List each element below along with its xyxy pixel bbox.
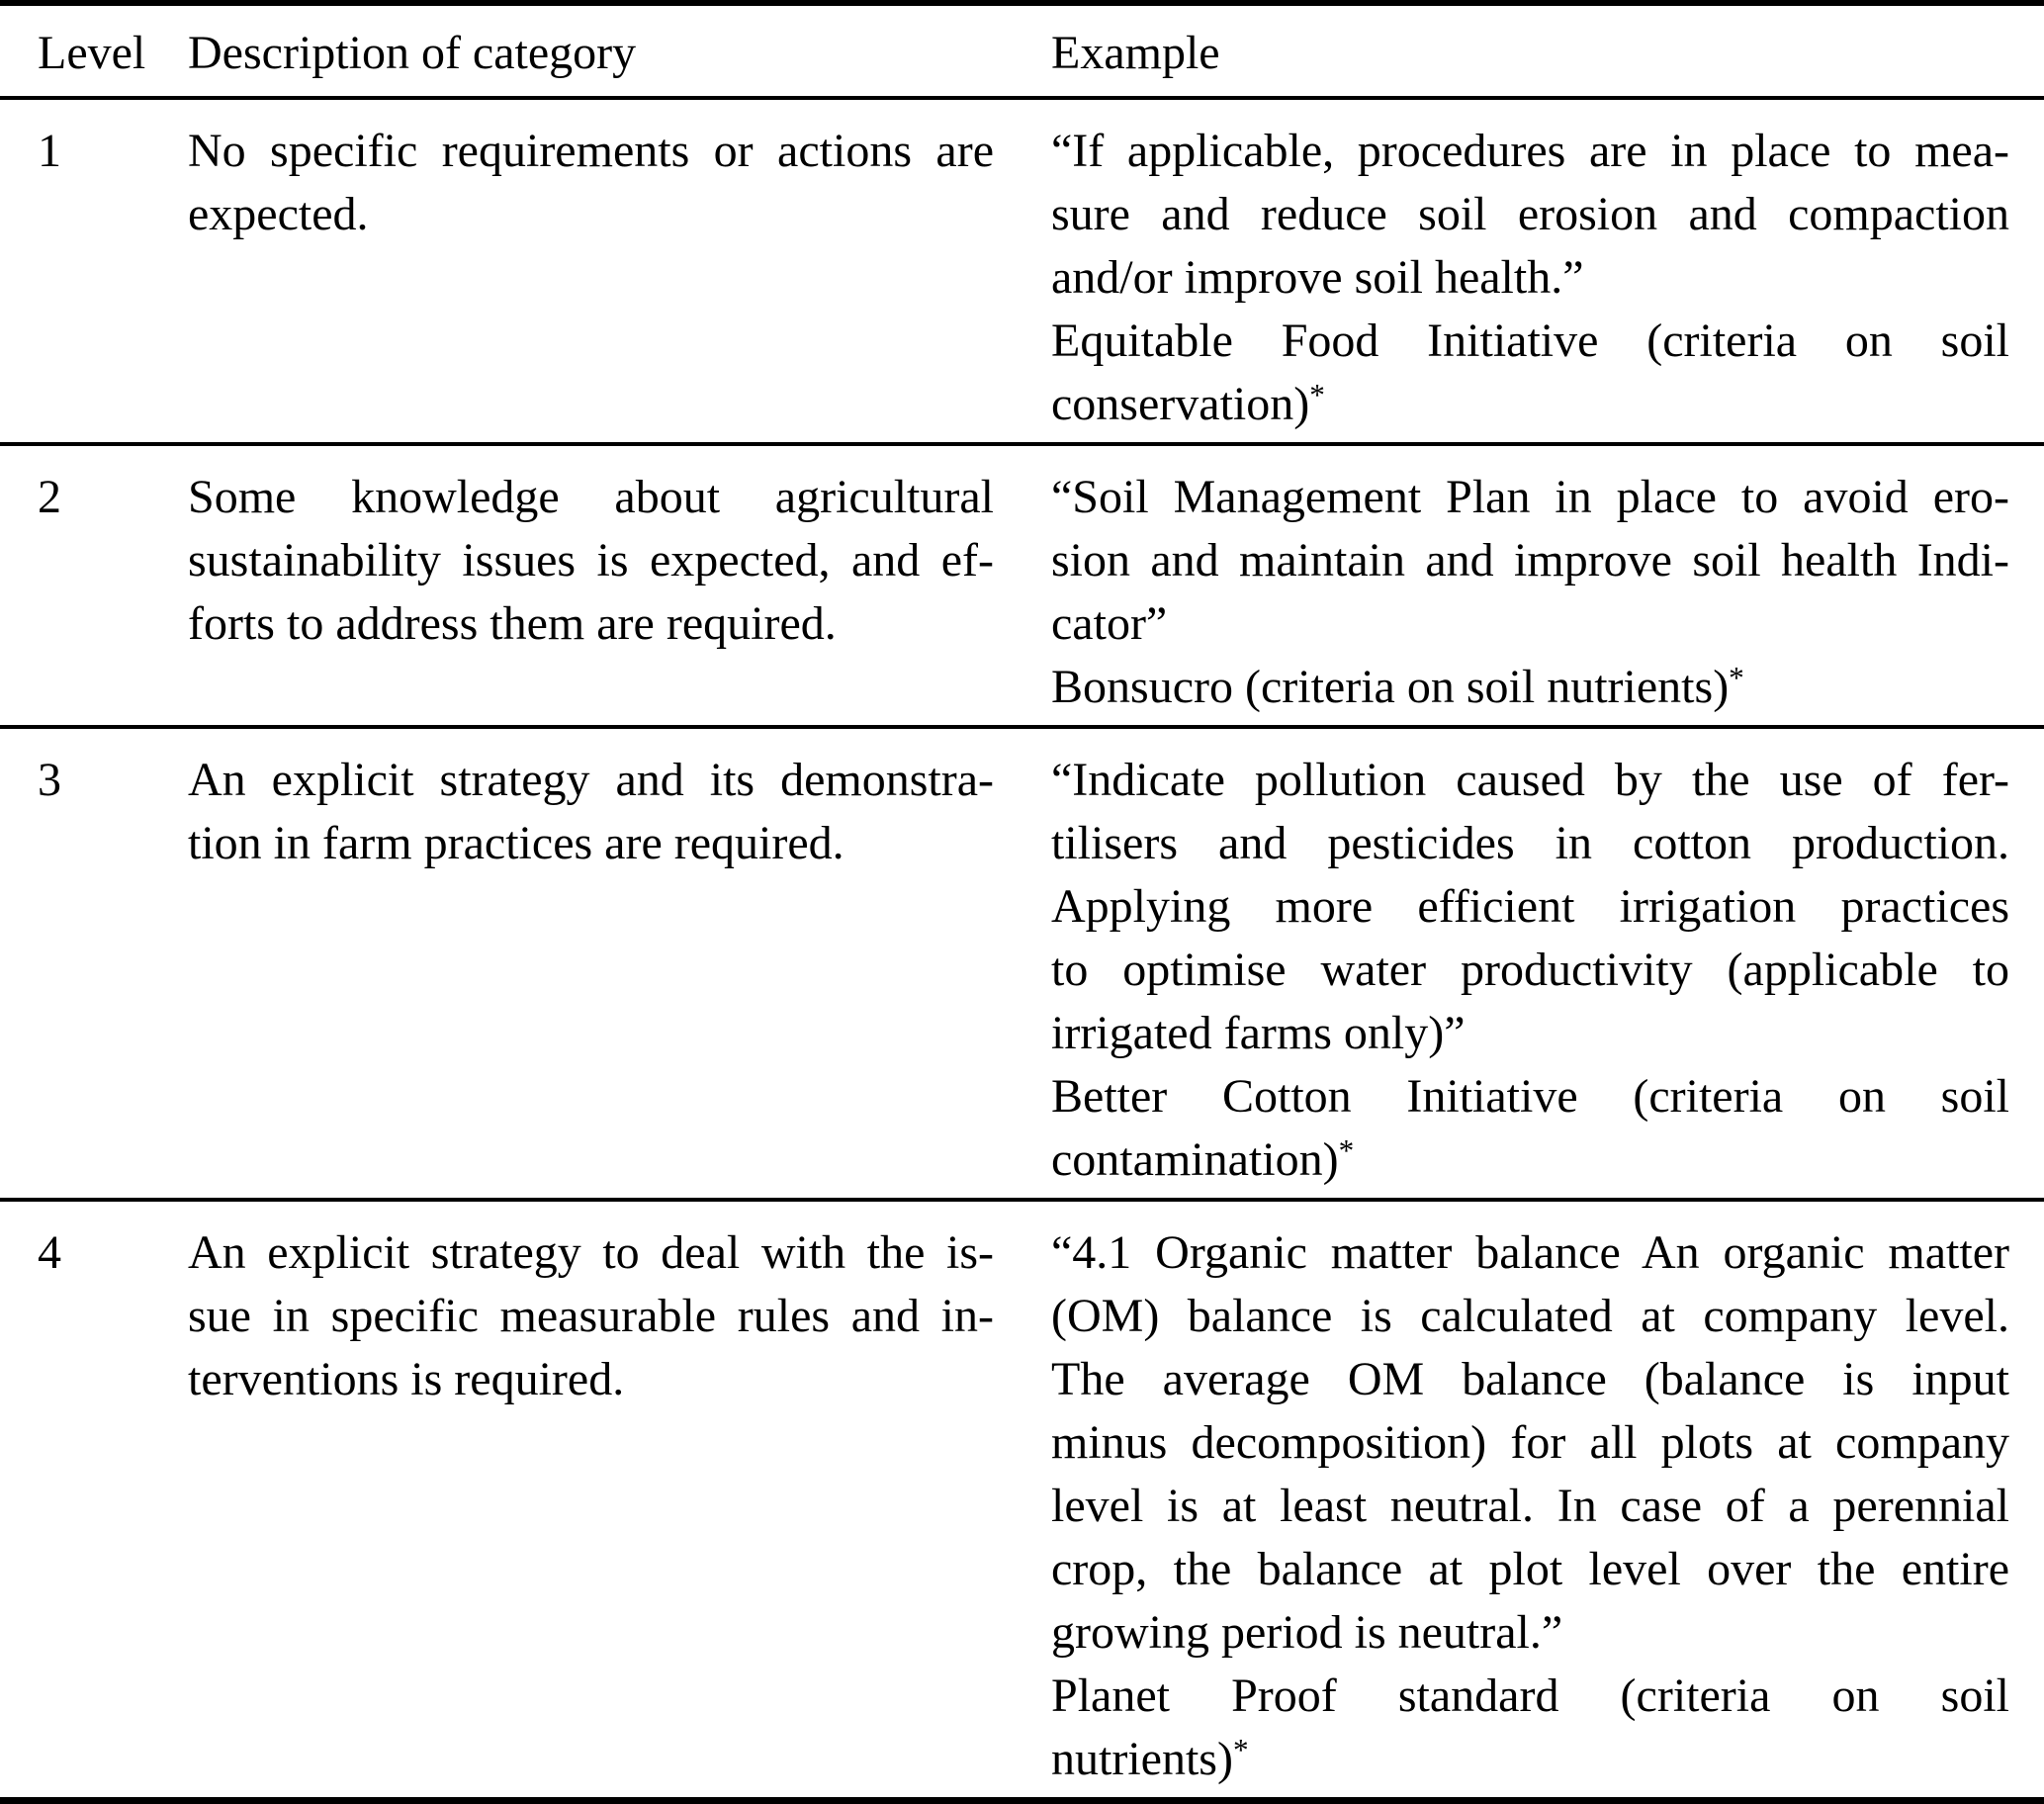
- description-cell: [188, 749, 994, 1192]
- footnote-asterisk: *: [1338, 1132, 1355, 1168]
- text-line: The average OM balance (balance is input: [1051, 1353, 2009, 1405]
- text-line: growing period is neutral.”: [1051, 1606, 1563, 1659]
- example-cell: [994, 1221, 2044, 1791]
- level-cell: 3: [38, 754, 61, 806]
- column-header-example: Example: [1051, 27, 1220, 79]
- text-line: sure and reduce soil erosion and compaction: [1051, 188, 2009, 240]
- level-cell: 4: [38, 1226, 61, 1279]
- table-row: [0, 100, 2044, 446]
- text-line: Applying more efficient irrigation practices: [1051, 880, 2009, 933]
- text-line: nutrients)*: [1051, 1732, 1249, 1785]
- example-cell: [994, 120, 2044, 436]
- table-row: [0, 446, 2044, 729]
- text-line: “If applicable, procedures are in place to mea-: [1051, 125, 2009, 177]
- text-line: forts to address them are required.: [188, 597, 837, 650]
- text-line: An explicit strategy to deal with the is-: [188, 1226, 994, 1279]
- text-line: An explicit strategy and its demonstra-: [188, 754, 994, 806]
- text-line: tion in farm practices are required.: [188, 817, 844, 869]
- text-line: to optimise water productivity (applicable to: [1051, 944, 2009, 996]
- level-cell: 2: [38, 471, 61, 523]
- text-line: tilisers and pesticides in cotton production.: [1051, 817, 2009, 869]
- table-header-row: [0, 6, 2044, 100]
- text-line: Bonsucro (criteria on soil nutrients)*: [1051, 660, 1744, 713]
- table-row: [0, 729, 2044, 1202]
- text-line: sion and maintain and improve soil health Indi-: [1051, 534, 2009, 586]
- text-line: (OM) balance is calculated at company level.: [1051, 1290, 2009, 1342]
- text-line: irrigated farms only)”: [1051, 1007, 1466, 1059]
- footnote-asterisk: *: [1232, 1732, 1249, 1767]
- column-header-level: Level: [38, 27, 146, 79]
- text-line: contamination)*: [1051, 1132, 1355, 1186]
- text-line: Planet Proof standard (criteria on soil: [1051, 1669, 2009, 1722]
- example-cell: [994, 749, 2044, 1192]
- text-line: Better Cotton Initiative (criteria on soil: [1051, 1070, 2009, 1123]
- text-line: Some knowledge about agricultural: [188, 471, 994, 523]
- text-line: level is at least neutral. In case of a perennial: [1051, 1480, 2009, 1532]
- footnote-asterisk: *: [1729, 660, 1744, 695]
- text-line: terventions is required.: [188, 1353, 625, 1405]
- text-line: “Indicate pollution caused by the use of fer-: [1051, 754, 2009, 806]
- text-line: “Soil Management Plan in place to avoid ero-: [1051, 471, 2009, 523]
- column-header-description: Description of category: [188, 27, 637, 79]
- table-row: [0, 1202, 2044, 1797]
- text-line: and/or improve soil health.”: [1051, 251, 1584, 304]
- example-cell: [994, 466, 2044, 719]
- text-line: sue in specific measurable rules and in-: [188, 1290, 994, 1342]
- text-line: Equitable Food Initiative (criteria on soil: [1051, 315, 2009, 367]
- text-line: cator”: [1051, 597, 1168, 650]
- text-line: “4.1 Organic matter balance An organic matter: [1051, 1226, 2009, 1279]
- table-body: [0, 100, 2044, 1797]
- text-line: conservation)*: [1051, 377, 1325, 430]
- level-cell: 1: [38, 125, 61, 177]
- text-line: crop, the balance at plot level over the entire: [1051, 1543, 2009, 1595]
- text-line: sustainability issues is expected, and ef-: [188, 534, 994, 586]
- footnote-asterisk: *: [1309, 377, 1325, 412]
- text-line: No specific requirements or actions are: [188, 125, 994, 177]
- text-line: minus decomposition) for all plots at company: [1051, 1416, 2009, 1469]
- text-line: expected.: [188, 188, 369, 240]
- description-cell: [188, 120, 994, 436]
- description-cell: [188, 1221, 994, 1791]
- description-cell: [188, 466, 994, 719]
